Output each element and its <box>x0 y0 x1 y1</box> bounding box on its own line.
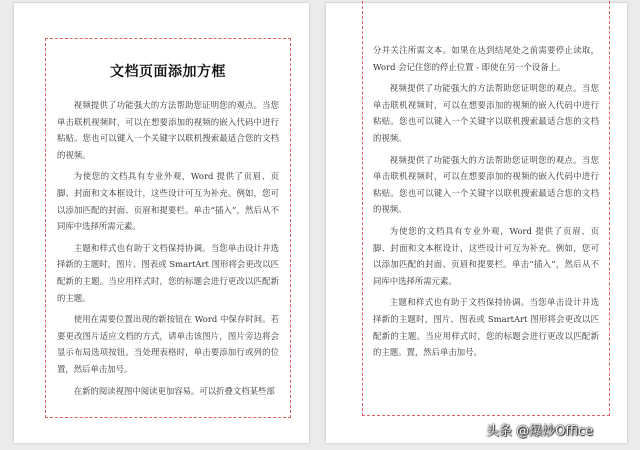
body-paragraph: 为使您的文档具有专业外观，Word 提供了页眉、页脚、封面和文本框设计，这些设计可互为补充。例如，您可以添加匹配的封面、页眉和提要栏。单击“插入”，然后从不同库中选择所需元素。 <box>57 171 279 232</box>
body-paragraph: 主题和样式也有助于文档保持协调。当您单击设计并选择新的主题时，图片、图表或 SmartArt 图形将会更改以匹配新的主题。当应用样式时，您的标题会进行更改以匹配新的主题。 <box>57 242 279 303</box>
body-paragraph: 主题和样式也有助于文档保持协调。当您单击设计并选择新的主题时，图片、图表或 SmartArt 图形将会更改以匹配新的主题。当应用样式时，您的标题会进行更改以匹配新的主题。置，然后单击加号。 <box>373 297 599 358</box>
document-page-left <box>14 3 309 443</box>
continued-paragraph: 分并关注所需文本。如果在达到结尾处之前需要停止读取，Word 会记住您的停止位置 - 即使在另一个设备上。 <box>373 45 599 72</box>
body-paragraph: 视频提供了功能强大的方法帮助您证明您的观点。当您单击联机视频时，可以在想要添加的视频的嵌入代码中进行粘贴。您也可以键入一个关键字以联机搜索最适合您的文档的视频。 <box>373 154 599 215</box>
page-content <box>363 1 609 361</box>
body-paragraph: 在新的阅读视图中阅读更加容易。可以折叠文档某些部 <box>73 385 275 396</box>
body-paragraph: 视频提供了功能强大的方法帮助您证明您的观点。当您单击联机视频时，可以在想要添加的视频的嵌入代码中进行粘贴。您也可以键入一个关键字以联机搜索最适合您的文档的视频。 <box>373 83 599 143</box>
body-paragraph: 为使您的文档具有专业外观，Word 提供了页眉、页脚、封面和文本框设计，这些设计可互为补充。例如，您可以添加匹配的封面、页眉和提要栏。单击“插入”，然后从不同库中选择所需元素。 <box>373 225 599 286</box>
watermark-text: 头条 @爆炒Office <box>486 424 594 439</box>
document-page-right <box>326 3 627 443</box>
page-border-frame <box>45 38 291 418</box>
page-border-frame <box>362 1 610 416</box>
body-paragraph: 使用在需要位置出现的新按钮在 Word 中保存时间。若要更改图片适应文档的方式，请单击该图片，图片旁边将会显示布局选项按钮。当处理表格时，单击要添加行或列的位置，然后单击加号。 <box>57 314 279 374</box>
body-paragraph: 视频提供了功能强大的方法帮助您证明您的观点。当您单击联机视频时，可以在想要添加的视频的嵌入代码中进行粘贴。您也可以键入一个关键字以联机搜索最适合您的文档的视频。 <box>57 100 279 160</box>
document-title: 文档页面添加方框 <box>110 64 226 80</box>
